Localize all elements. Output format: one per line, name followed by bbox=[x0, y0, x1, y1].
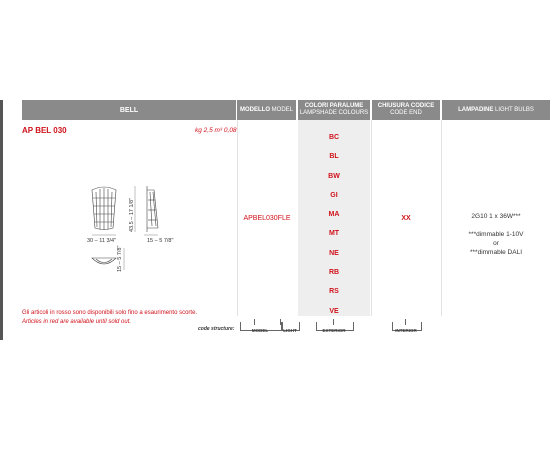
color-code: BW bbox=[328, 172, 340, 180]
side-view-shade bbox=[147, 186, 158, 232]
bulb-option: ***dimmable 1-10V bbox=[468, 231, 524, 238]
color-code: MT bbox=[328, 230, 340, 238]
front-view-shade bbox=[92, 187, 116, 230]
color-code: MA bbox=[328, 211, 340, 219]
structure-model: MODEL bbox=[251, 328, 269, 333]
lamp-drawing bbox=[80, 178, 170, 278]
color-list bbox=[298, 128, 370, 321]
code-structure-label: code structure: bbox=[198, 326, 235, 332]
color-code: RB bbox=[328, 269, 340, 277]
structure-exterior: EXTERIOR bbox=[322, 328, 346, 333]
header-chiusura: CHIUSURA CODICE CODE END bbox=[372, 100, 440, 120]
structure-interior: INTERIOR bbox=[395, 328, 417, 333]
header-colori: COLORI PARALUME LAMPSHADE COLOURS bbox=[298, 100, 370, 120]
code-end: XX bbox=[401, 215, 411, 222]
product-weight: kg 2,5 m³ 0,08 bbox=[195, 127, 237, 134]
color-code: GI bbox=[330, 191, 338, 199]
color-code: BL bbox=[329, 153, 339, 161]
header-modello: MODELLO MODEL bbox=[237, 100, 296, 120]
width-dimension: 30 – 11 3/4" bbox=[87, 238, 117, 244]
bulb-or: or bbox=[493, 240, 499, 247]
product-code: AP BEL 030 bbox=[22, 126, 67, 135]
availability-note-english: Articles in red are available until sold out. bbox=[22, 319, 132, 325]
structure-light: LIGHT bbox=[283, 328, 297, 333]
top-view-shade bbox=[92, 258, 116, 264]
color-code: BC bbox=[328, 134, 340, 141]
depth-vertical-dimension: 15 – 5 7/8" bbox=[117, 245, 123, 272]
availability-note-italian: Gli articoli in rosso sono disponibili solo fino a esaurimento scorte. bbox=[22, 310, 198, 316]
color-code: NE bbox=[329, 249, 339, 257]
header-bell: BELL bbox=[22, 100, 236, 120]
bulb-spec: 2G10 1 x 36W*** bbox=[471, 213, 521, 220]
light-bulbs bbox=[442, 213, 550, 261]
model-code: APBEL030FLE bbox=[243, 215, 291, 222]
depth-dimension: 15 – 5 7/8" bbox=[147, 238, 174, 244]
bulb-option: ***dimmable DALI bbox=[469, 249, 523, 256]
color-code: RS bbox=[329, 288, 339, 296]
left-border-bar bbox=[0, 100, 3, 340]
header-lampadine: LAMPADINE LIGHT BULBS bbox=[442, 100, 550, 120]
height-dimension: 43.5 – 17 1/8" bbox=[129, 197, 135, 232]
color-code: VE bbox=[329, 307, 339, 315]
